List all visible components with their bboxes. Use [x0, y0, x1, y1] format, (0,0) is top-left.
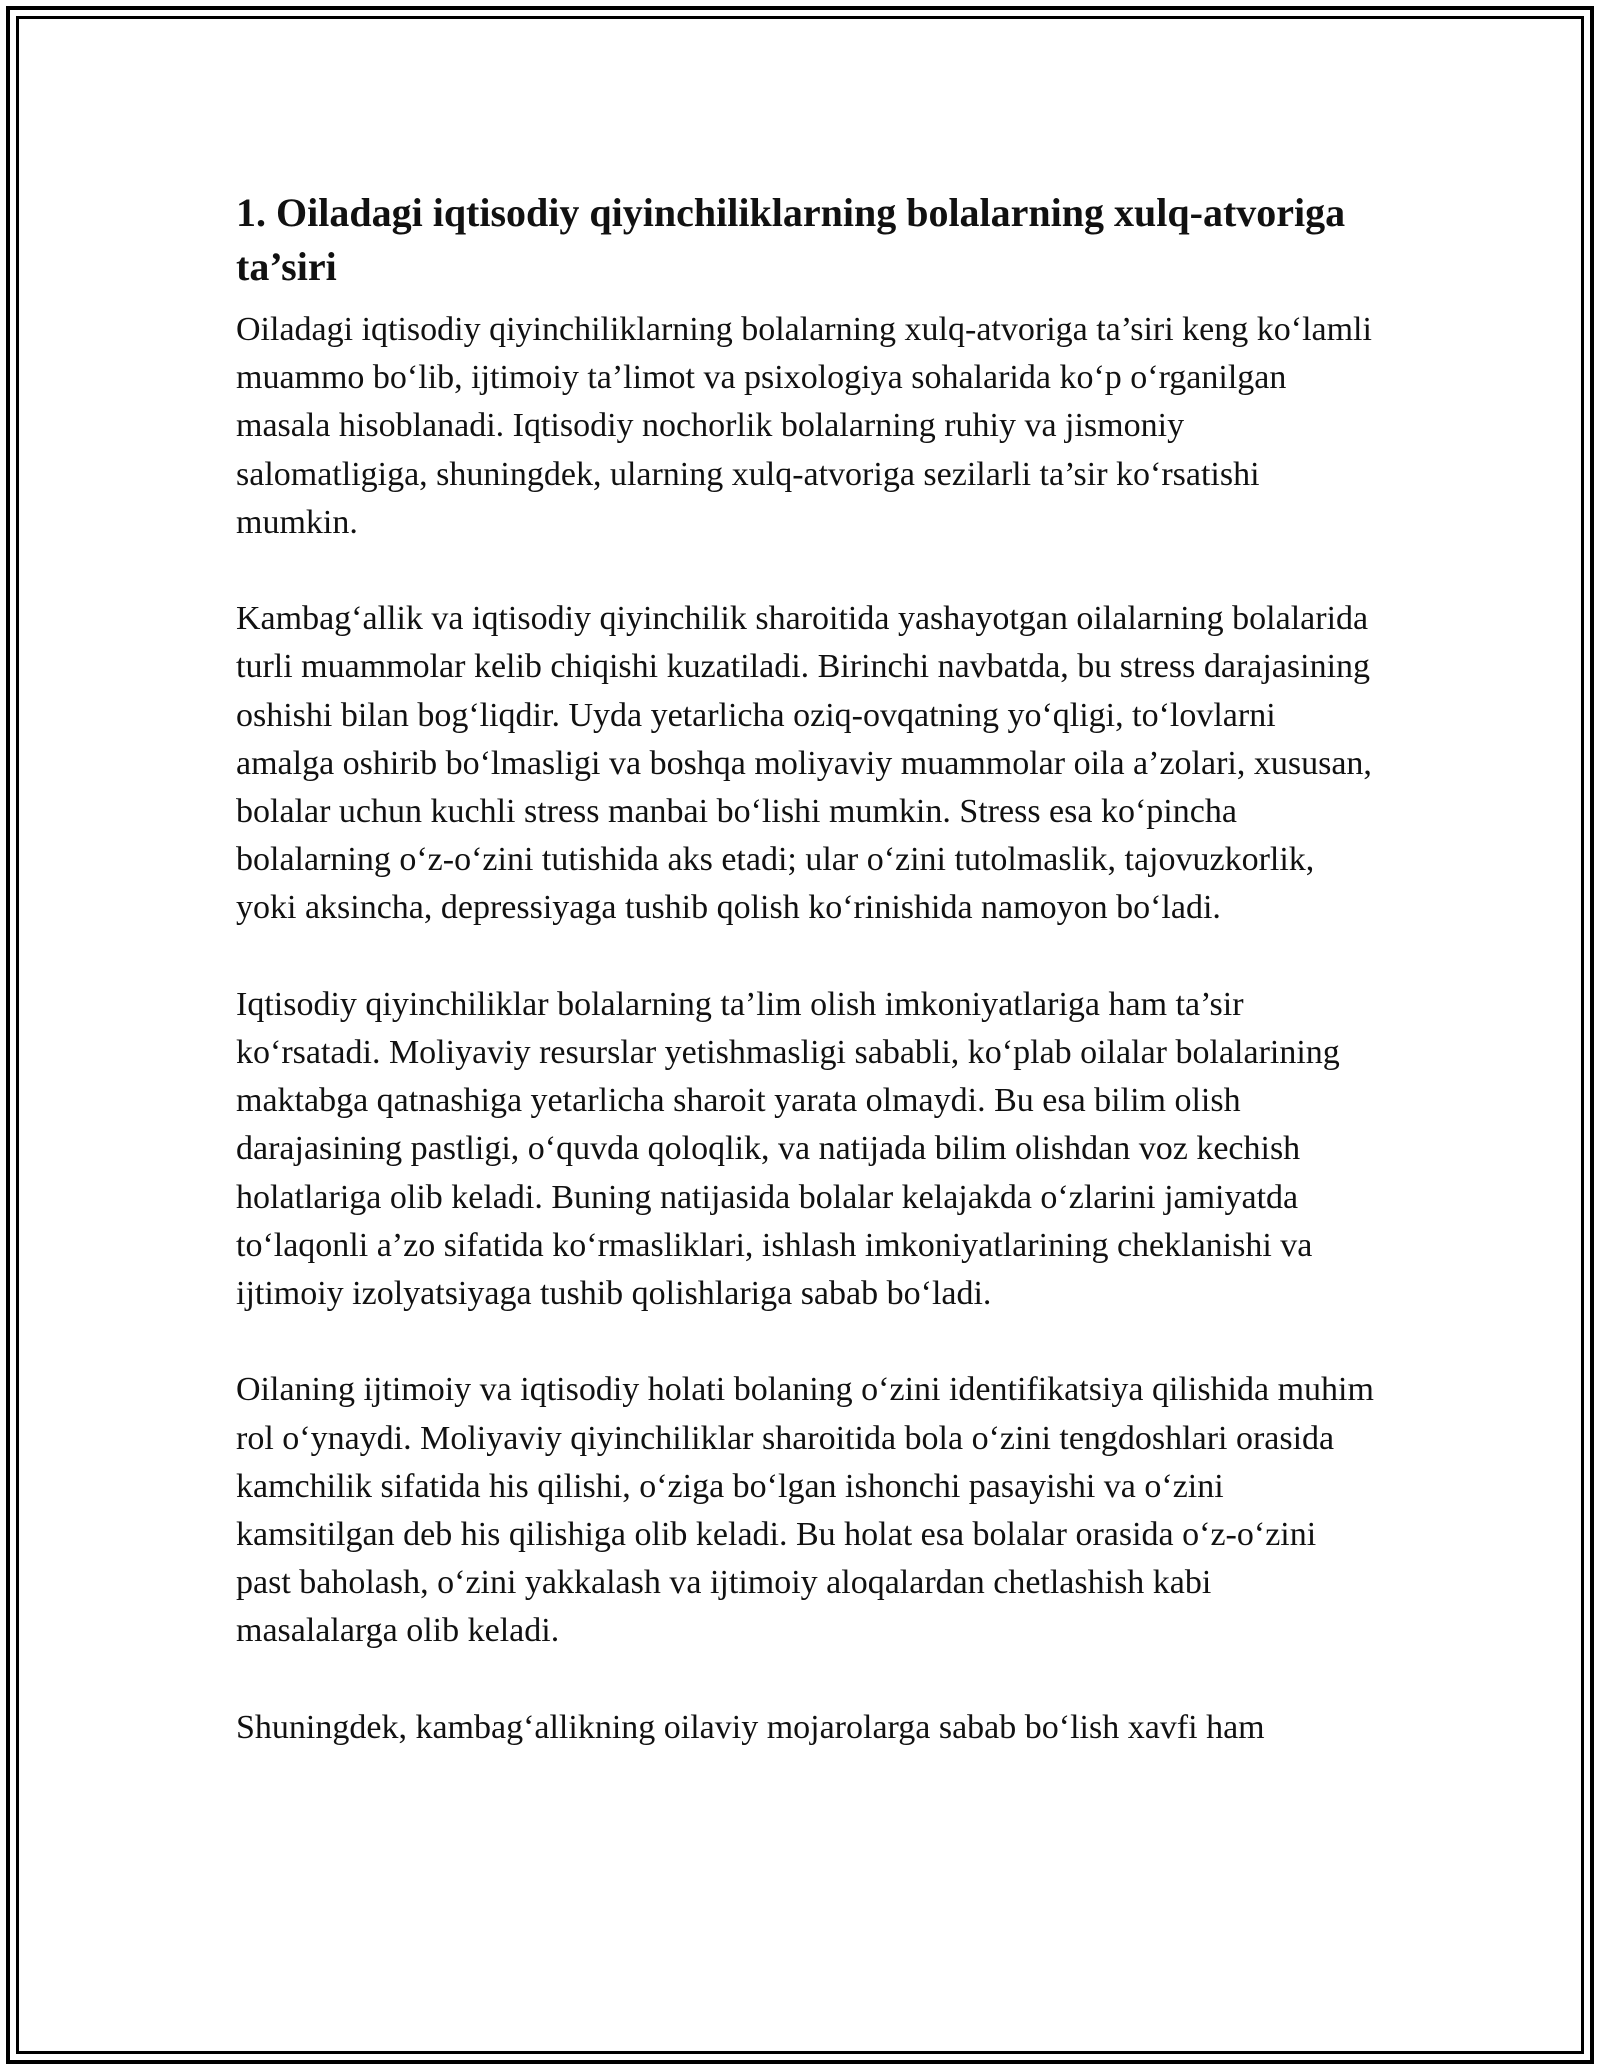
paragraph-4: Oilaning ijtimoiy va iqtisodiy holati bolaning o‘zini identifikatsiya qilishida muhim rol o‘ynaydi. Moliyaviy qiyinchiliklar sharoitida bola o‘zini tengdoshlari orasida kamchilik sifatida his qilishi, o‘ziga bo‘lgan ishonchi pasayishi va o‘zini kamsitilgan deb his qilishiga olib keladi. Bu holat esa bolalar orasida o‘z-o‘zini past baholash, o‘zini yakkalash va ijtimoiy aloqalardan chetlashish kabi masalalarga olib keladi.: [236, 1371, 1374, 1650]
document-body: [236, 186, 1376, 1800]
paragraph-1: Oiladagi iqtisodiy qiyinchiliklarning bolalarning xulq-atvoriga ta’siri keng ko‘lamli muammo bo‘lib, ijtimoiy ta’limot va psixologiya sohalarida ko‘p o‘rganilgan masala hisoblanadi. Iqtisodiy nochorlik bolalarning ruhiy va jismoniy salomatligiga, shuningdek, ularning xulq-atvoriga sezilarli ta’sir ko‘rsatishi mumkin.: [236, 311, 1372, 541]
paragraph-2: Kambag‘allik va iqtisodiy qiyinchilik sharoitida yashayotgan oilalarning bolalarida turli muammolar kelib chiqishi kuzatiladi. Birinchi navbatda, bu stress darajasining oshishi bilan bog‘liqdir. Uyda yetarlicha oziq-ovqatning yo‘qligi, to‘lovlarni amalga oshirib bo‘lmasligi va boshqa moliyaviy muammolar oila a’zolari, xususan, bolalar uchun kuchli stress manbai bo‘lishi mumkin. Stress esa ko‘pincha bolalarning o‘z-o‘zini tutishida aks etadi; ular o‘zini tutolmaslik, tajovuzkorlik, yoki aksincha, depressiyaga tushib qolish ko‘rinishida namoyon bo‘ladi.: [236, 600, 1372, 927]
section-heading: 1. Oiladagi iqtisodiy qiyinchiliklarning bolalarning xulq-atvoriga ta’siri: [236, 190, 1346, 289]
paragraph-5: Shuningdek, kambag‘allikning oilaviy mojarolarga sabab bo‘lish xavfi ham: [236, 1708, 1265, 1746]
paragraph-3: Iqtisodiy qiyinchiliklar bolalarning ta’lim olish imkoniyatlariga ham ta’sir ko‘rsatadi. Moliyaviy resurslar yetishmasligi sababli, ko‘plab oilalar bolalarining maktabga qatnashiga yetarlicha sharoit yarata olmaydi. Bu esa bilim olish darajasining pastligi, o‘quvda qoloqlik, va natijada bilim olishdan voz kechish holatlariga olib keladi. Buning natijasida bolalar kelajakda o‘zlarini jamiyatda to‘laqonli a’zo sifatida ko‘rmasliklari, ishlash imkoniyatlarining cheklanishi va ijtimoiy izolyatsiyaga tushib qolishlariga sabab bo‘ladi.: [236, 985, 1340, 1313]
